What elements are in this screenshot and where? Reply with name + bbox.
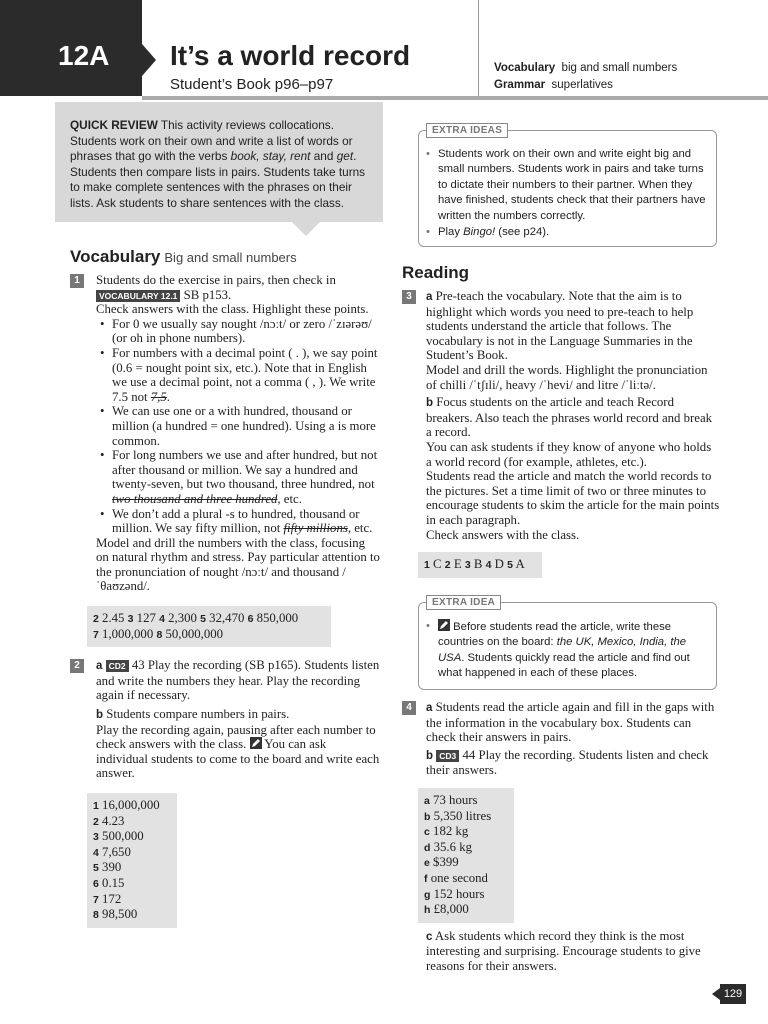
b4-end: , etc.: [277, 491, 302, 506]
answer-number: 3: [93, 831, 99, 844]
label-b: b: [426, 397, 434, 410]
pen-icon: [250, 737, 262, 749]
quick-review-text1: This activity reviews collocations. Students work on their own and write a list of words or phrases that go with the verbs: [70, 118, 353, 164]
answer-item: [465, 557, 486, 571]
answer-value: 152 hours: [430, 886, 485, 901]
answer-box-1: [87, 606, 331, 647]
answer-number: 2: [93, 613, 99, 626]
label-a: a: [96, 660, 103, 673]
answer-number: g: [424, 888, 431, 901]
track-number: 44: [462, 747, 476, 762]
answer-item: [248, 611, 299, 625]
answer-item: [507, 557, 525, 571]
ex1-bullets: [96, 317, 380, 536]
answer-number: 5: [200, 613, 206, 626]
answer-number: 1: [424, 559, 430, 572]
answer-number: 1: [93, 800, 99, 812]
header-divider: [478, 0, 479, 96]
quick-review-verbs: book, stay, rent: [230, 149, 311, 164]
ex2-line: Play the recording again, pausing after each number to check answers with the class.: [96, 722, 376, 752]
answer-number: a: [424, 794, 430, 807]
cd-tag: CD3: [436, 750, 459, 762]
bingo-game: Bingo!: [463, 226, 496, 239]
answer-item: [424, 840, 508, 856]
answer-value: 32,470: [205, 611, 248, 626]
answer-item: [424, 871, 508, 887]
answer-list: [424, 557, 525, 571]
extra-ideas-item: • Students work on their own and write eight big and small numbers. Students work in pairs and take turns to dictate their numbers to their partner. When they have finished, students check that their partners have written the numbers correctly.: [426, 147, 708, 224]
answer-list: [93, 611, 298, 641]
ex1-line2: Check answers with the class. Highlight these points.: [96, 302, 369, 317]
answer-list: [424, 793, 508, 918]
ex3-b-text: Focus students on the article and teach Record breakers. Also teach the phrases world record and break a record.: [426, 395, 713, 440]
vocab-value: big and small numbers: [561, 62, 678, 74]
exercise-number: 3: [402, 290, 416, 304]
answer-item: [424, 824, 508, 840]
quick-review-arrow: [292, 222, 320, 236]
answer-number: 3: [127, 613, 134, 626]
ex1-line3: Model and drill the numbers with the class, focusing on natural rhythm and stress. Pay particular attention to the pronunciation of nought /nɔːt/ and thousand /ˈθaʊzənd/.: [96, 535, 380, 594]
answer-item: [424, 557, 445, 571]
cd-tag: CD2: [106, 660, 129, 672]
extra-ideas-item2-pre: Play: [438, 226, 464, 239]
answer-value: $399: [429, 855, 459, 870]
extra-ideas-list: [426, 147, 708, 241]
answer-value: 7,650: [98, 844, 131, 859]
answer-number: c: [424, 826, 430, 839]
exercise-1: [70, 273, 380, 594]
extra-ideas-tag: EXTRA IDEAS: [426, 123, 508, 138]
answer-item: [93, 892, 171, 908]
answer-item: [93, 829, 171, 845]
answer-item: [424, 902, 508, 918]
ex2-a-text: Play the recording (SB p165). Students listen and write the numbers they hear. Play the recording again if necessary.: [96, 658, 380, 703]
label-b: b: [426, 749, 434, 762]
answer-item: [93, 845, 171, 861]
ex2-b-text: Students compare numbers in pairs.: [106, 707, 290, 722]
ex2-line2: You can ask individual students to come to the board and write each answer.: [96, 737, 380, 781]
answer-item: [159, 611, 200, 625]
answer-value: 850,000: [253, 611, 299, 626]
quick-review-text: [70, 118, 375, 212]
quick-review-label: QUICK REVIEW: [70, 118, 158, 132]
answer-value: 73 hours: [429, 792, 478, 807]
answer-number: 8: [156, 628, 163, 641]
vocabulary-section: [70, 247, 380, 928]
answer-item: [424, 809, 508, 825]
vocabulary-heading: Vocabulary: [70, 247, 161, 266]
answer-value: 35.6 kg: [430, 839, 473, 854]
answer-item: [445, 557, 465, 571]
answer-value: 98,500: [98, 907, 138, 922]
answer-value: E: [450, 557, 465, 572]
exercise-3: [402, 289, 720, 542]
ex1-line1: Students do the exercise in pairs, then check in: [96, 273, 336, 287]
answer-value: 2.45: [98, 611, 128, 626]
page-number: 129: [720, 984, 746, 1004]
unit-number: 12A: [58, 40, 110, 71]
answer-value: £8,000: [430, 902, 469, 917]
extra-ideas-item2-post: (see p24).: [495, 226, 550, 239]
answer-item: [93, 876, 171, 892]
answer-number: 7: [93, 893, 99, 906]
reading-heading: Reading: [402, 263, 470, 282]
answer-box-4: [418, 788, 514, 923]
ex3-p2: Students read the article and match the world records to the pictures. Set a time limit of two or three minutes to encourage students to skim the article for the main points in each paragraph.: [426, 469, 720, 527]
answer-item: [424, 887, 508, 903]
answer-item: [93, 814, 171, 830]
page-number-arrow: [712, 988, 720, 1000]
ex4-a-text: Students read the article again and fill in the gaps with the information in the vocabulary box. Students can check their answers in pairs.: [426, 700, 715, 745]
answer-item: [93, 798, 171, 814]
answer-number: 6: [247, 613, 254, 626]
answer-number: b: [424, 810, 431, 823]
bullet-item: • For 0 we usually say nought /nɔːt/ or zero /ˈzɪərəʊ/ (or oh in phone numbers).: [96, 317, 380, 346]
answer-item: [93, 611, 128, 625]
bullet-item: [96, 507, 380, 536]
exercise-number: 4: [402, 701, 416, 715]
answer-number: d: [424, 841, 431, 854]
answer-number: 2: [444, 559, 451, 572]
answer-value: 16,000,000: [98, 798, 160, 812]
answer-value: 2,300: [164, 611, 201, 626]
answer-number: 2: [93, 815, 99, 828]
answer-value: 4.23: [98, 813, 125, 828]
answer-number: 4: [93, 846, 99, 859]
answer-number: 3: [464, 559, 471, 572]
answer-value: D: [491, 557, 508, 572]
exercise-number: 1: [70, 274, 84, 288]
label-b: b: [96, 709, 104, 722]
answer-number: 5: [507, 559, 513, 572]
answer-item: [93, 627, 156, 641]
answer-value: one second: [427, 870, 488, 885]
answer-item: [156, 627, 223, 641]
answer-box-3: [418, 552, 542, 578]
answer-number: 8: [93, 909, 99, 922]
b5-text: We don’t add a plural -s to hundred, thousand or million. We say fifty million, not: [112, 506, 360, 536]
exercise-4c: [402, 929, 720, 974]
extra-idea-text-post: . Students quickly read the article and find out what happened in each of these places.: [438, 651, 690, 680]
answer-list: [93, 798, 171, 923]
countries: the UK, Mexico, India, the USA: [438, 636, 687, 664]
answer-item: [424, 793, 508, 809]
answer-value: 172: [98, 891, 122, 906]
quick-review-text2: . Students then compare lists in pairs. Students take turns to make complete sentences with the phrases on their lists. Ask students to share sentences with the class.: [70, 149, 366, 210]
extra-ideas-item: [426, 225, 708, 240]
answer-number: f: [424, 872, 428, 885]
bullet-item: [96, 448, 380, 506]
extra-idea-item: [426, 619, 708, 682]
bullet-item: • We can use one or a with hundred, thousand or million (a hundred = one hundred). Using a is more common.: [96, 404, 380, 448]
label-c: c: [426, 930, 433, 943]
answer-number: h: [424, 904, 431, 917]
answer-number: 4: [485, 559, 492, 572]
answer-item: [200, 611, 247, 625]
ex4-c-text: Ask students which record they think is the most interesting and surprising. Encourage students to give reasons for their answers.: [426, 928, 701, 973]
exercise-4: [402, 700, 720, 778]
answer-value: 390: [98, 860, 122, 875]
answer-value: 500,000: [98, 829, 144, 844]
grammar-label: Grammar: [494, 79, 546, 91]
answer-number: 5: [93, 862, 99, 875]
answer-value: 182 kg: [429, 824, 469, 839]
ex3-p1: You can ask students if they know of anyone who holds a world record (for example, athletes, etc.).: [426, 439, 712, 469]
b4-strike: two thousand and three hundred: [112, 491, 278, 506]
ex3-a-text2: Model and drill the words. Highlight the pronunciation of chilli /ˈtʃɪli/, heavy /ˈhevi/ and litre /ˈliːtə/.: [426, 362, 708, 392]
extra-idea-text-pre: Before students read the article, write these countries on the board:: [438, 621, 672, 649]
ex1-ref: SB p153.: [183, 287, 232, 302]
answer-value: 127: [133, 611, 160, 626]
vocab-label: Vocabulary: [494, 62, 556, 74]
label-a: a: [426, 291, 433, 303]
track-number: 43: [131, 658, 145, 673]
header-arrow: [142, 44, 156, 76]
quick-review-and: and: [310, 149, 337, 164]
header-rule: [142, 96, 768, 100]
b4-text: For long numbers we use and after hundred, but not after thousand or million. We say a hundred and twenty-seven, but two thousand, three hundred, not: [112, 448, 378, 492]
answer-item: [424, 855, 508, 871]
answer-number: e: [424, 857, 430, 870]
vocabulary-heading-row: [70, 247, 380, 267]
vocabulary-ref-tag: VOCABULARY 12.1: [96, 290, 180, 302]
exercise-number: 2: [70, 659, 84, 673]
answer-value: 0.15: [98, 875, 125, 890]
grammar-value: superlatives: [551, 79, 613, 91]
quick-review-verb-last: get: [336, 149, 354, 164]
answer-number: 7: [93, 628, 99, 641]
ex3-p3: Check answers with the class.: [426, 527, 580, 542]
vocabulary-subheading: Big and small numbers: [164, 250, 297, 265]
answer-value: 50,000,000: [162, 626, 224, 641]
exercise-4-section: [402, 700, 720, 974]
b2-text: For numbers with a decimal point ( . ), we say point (0.6 = nought point six, etc.). Note that in English we use a decimal point, not a comma ( , ). We write 7.5 not: [112, 345, 378, 404]
answer-value: C: [429, 557, 445, 572]
answer-number: 4: [159, 613, 165, 626]
header-topics: [494, 60, 677, 94]
extra-idea-list: [426, 619, 708, 683]
bullet-item: • For numbers with a decimal point ( . ), we say point (0.6 = nought point six, etc.). Note that in English we use a decimal point, not a comma ( , ). We write 7.5 not 7,5.: [96, 346, 380, 404]
answer-item: [486, 557, 507, 571]
reading-section: [402, 263, 720, 578]
label-a: a: [426, 702, 433, 714]
answer-value: 5,350 litres: [430, 808, 492, 823]
b5-strike: fifty millions: [283, 521, 348, 536]
answer-value: 1,000,000: [98, 626, 157, 641]
page-subtitle: Student’s Book p96–p97: [170, 76, 334, 93]
page-title: It’s a world record: [170, 40, 411, 71]
answer-item: [93, 907, 171, 923]
ex3-a-text: Pre-teach the vocabulary. Note that the aim is to highlight which words you need to pre-teach to help students understand the article that follows. The vocabulary is not in the Language Summaries in the Student’s Book.: [426, 289, 694, 363]
answer-item: [93, 860, 171, 876]
answer-box-2: [87, 793, 177, 928]
exercise-2: [70, 658, 380, 781]
b2-strike: 7,5: [150, 389, 167, 404]
extra-idea-tag: EXTRA IDEA: [426, 595, 501, 610]
pen-icon: [438, 619, 450, 631]
b5-end: , etc.: [347, 521, 373, 536]
ex4-b-text: Play the recording. Students listen and check their answers.: [426, 747, 709, 778]
answer-value: A: [512, 557, 525, 572]
answer-item: [128, 611, 159, 625]
answer-value: B: [470, 557, 486, 572]
answer-number: 6: [93, 877, 99, 890]
